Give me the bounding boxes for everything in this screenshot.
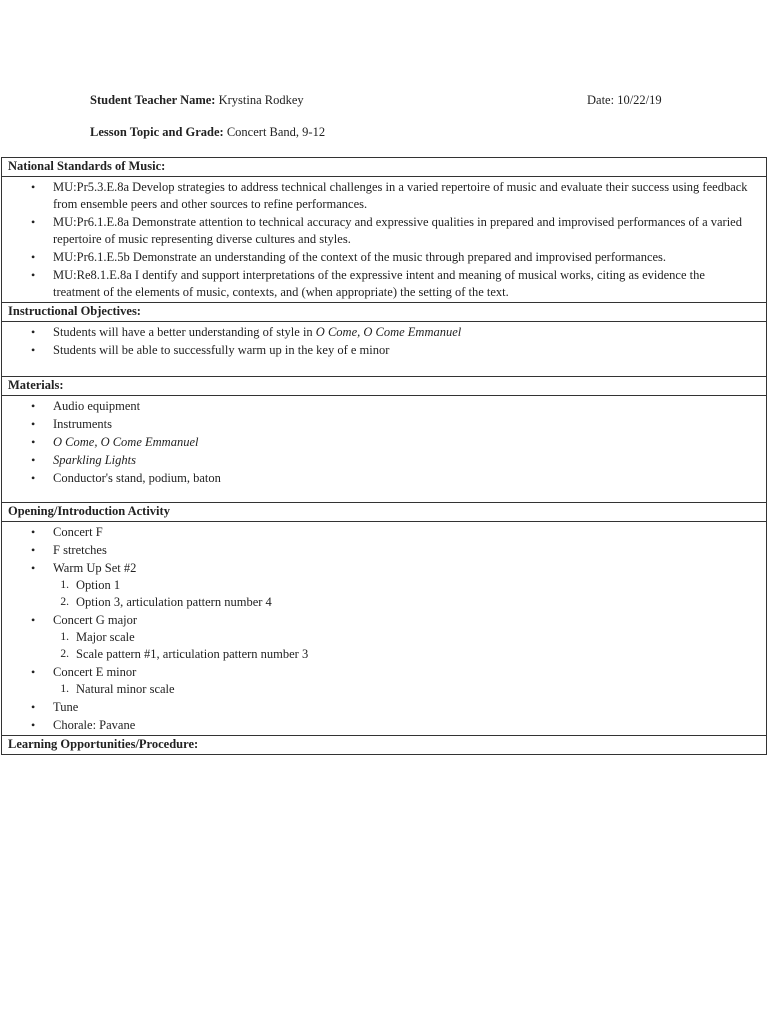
- list-item: • F stretches: [53, 542, 748, 559]
- list-item: [53, 664, 748, 698]
- list-item: • Instruments: [53, 416, 748, 433]
- materials-list: [2, 398, 766, 487]
- warmup-sublist: [53, 577, 748, 611]
- list-item: • Students will be able to successfully warm up in the key of e minor: [53, 342, 748, 359]
- sublist-item: 2. Scale pattern #1, articulation pattern number 3: [60, 647, 309, 661]
- date-field: [587, 92, 662, 109]
- opening-heading: Opening/Introduction Activity: [2, 503, 767, 522]
- objectives-list: [2, 324, 766, 359]
- g-major-label: • Concert G major: [53, 613, 138, 627]
- list-item: • Conductor's stand, podium, baton: [53, 470, 748, 487]
- procedure-heading: Learning Opportunities/Procedure:: [2, 736, 767, 755]
- opening-list: [2, 524, 766, 734]
- list-item: • Concert F: [53, 524, 748, 541]
- standards-body: [2, 177, 767, 303]
- list-item: • O Come, O Come Emmanuel: [53, 434, 748, 451]
- list-item: • MU:Pr5.3.E.8a Develop strategies to address technical challenges in a varied repertoire of music and evaluate their success using feedback from ensemble peers and other sources to refine performances.: [53, 179, 748, 213]
- list-item: • MU:Pr6.1.E.8a Demonstrate attention to technical accuracy and expressive qualities in prepared and improvised performances of a varied repertoire of music representing diverse cultures and styles.: [53, 214, 748, 248]
- lesson-plan-table: [1, 157, 767, 755]
- date-value: 10/22/19: [617, 93, 662, 107]
- list-item: [53, 560, 748, 611]
- sublist-item: 2. Option 3, articulation pattern number 4: [60, 595, 272, 609]
- piece-title: O Come, O Come Emmanuel: [315, 325, 462, 339]
- student-teacher-name: Krystina Rodkey: [218, 93, 304, 107]
- date-label: Date:: [587, 93, 615, 107]
- sublist-item: 1. Major scale: [60, 630, 135, 644]
- list-item: • Audio equipment: [53, 398, 748, 415]
- materials-body: [2, 396, 767, 503]
- standards-list: [2, 179, 766, 301]
- e-minor-label: • Concert E minor: [53, 665, 137, 679]
- lesson-topic-label: Lesson Topic and Grade:: [90, 125, 224, 139]
- list-item: • Tune: [53, 699, 748, 716]
- list-item: [53, 324, 748, 341]
- materials-heading: Materials:: [2, 377, 767, 396]
- list-item: • Sparkling Lights: [53, 452, 748, 469]
- opening-body: [2, 522, 767, 736]
- lesson-topic-line: [90, 124, 690, 142]
- sublist-item: 1. Natural minor scale: [60, 682, 175, 696]
- list-item: • Chorale: Pavane: [53, 717, 748, 734]
- warmup-label: • Warm Up Set #2: [53, 561, 137, 575]
- list-item: • MU:Re8.1.E.8a I dentify and support interpretations of the expressive intent and meaning of musical works, citing as evidence the treatment of the elements of music, contexts, and (when appropriate) the setting of the text.: [53, 267, 748, 301]
- standards-heading: National Standards of Music:: [2, 158, 767, 177]
- student-teacher-label: Student Teacher Name:: [90, 93, 216, 107]
- g-major-sublist: [53, 629, 748, 663]
- objectives-heading: Instructional Objectives:: [2, 303, 767, 322]
- sublist-item: 1. Option 1: [60, 578, 121, 592]
- objectives-body: [2, 322, 767, 377]
- list-item: [53, 612, 748, 663]
- list-item: • MU:Pr6.1.E.5b Demonstrate an understanding of the context of the music through prepared and improvised performances.: [53, 249, 748, 266]
- e-minor-sublist: [53, 681, 748, 698]
- lesson-topic-value: Concert Band, 9-12: [226, 125, 326, 139]
- student-teacher-line: [90, 92, 690, 110]
- objective-text: Students will have a better understanding of style in: [53, 325, 316, 339]
